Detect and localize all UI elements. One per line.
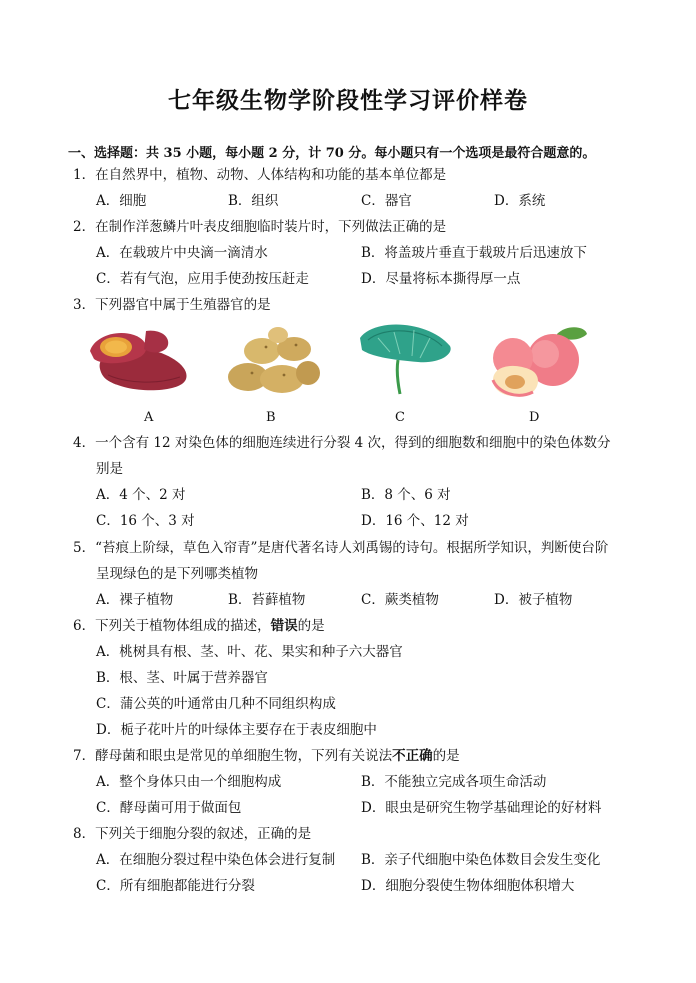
q3-label-c[interactable]: C bbox=[395, 410, 405, 425]
q3-label-d[interactable]: D bbox=[529, 410, 540, 425]
q8-option-a[interactable]: A．在细胞分裂过程中染色体会进行复制 bbox=[96, 852, 336, 868]
q5-option-d[interactable]: D．被子植物 bbox=[494, 592, 573, 608]
q1-option-d[interactable]: D．系统 bbox=[494, 193, 546, 209]
question-4-stem: 4．一个含有 12 对染色体的细胞连续进行分裂 4 次，得到的细胞数和细胞中的染色体数分 bbox=[73, 435, 611, 451]
q8-option-c[interactable]: C．所有细胞都能进行分裂 bbox=[96, 878, 255, 894]
page-title: 七年级生物学阶段性学习评价样卷 bbox=[168, 88, 528, 114]
q5-option-b[interactable]: B．苔藓植物 bbox=[228, 592, 306, 608]
q4-option-d[interactable]: D．16 个、12 对 bbox=[361, 513, 469, 529]
question-6-stem bbox=[73, 617, 325, 635]
q7-option-d[interactable]: D．眼虫是研究生物学基础理论的好材料 bbox=[361, 800, 602, 816]
q6-option-c[interactable]: C．蒲公英的叶通常由几种不同组织构成 bbox=[96, 696, 336, 712]
question-5-stem: 5．“苔痕上阶绿，草色入帘青”是唐代著名诗人刘禹锡的诗句。根据所学知识，判断使台阶 bbox=[73, 540, 609, 556]
q4-option-c[interactable]: C．16 个、3 对 bbox=[96, 513, 195, 529]
q7-stem-post: 的是 bbox=[432, 748, 460, 764]
q6-stem-emphasis: 错误 bbox=[270, 618, 298, 634]
q2-option-b[interactable]: B．将盖玻片垂直于载玻片后迅速放下 bbox=[361, 245, 587, 261]
sweet-potato-image[interactable] bbox=[86, 325, 194, 397]
question-2-stem: 2．在制作洋葱鳞片叶表皮细胞临时装片时，下列做法正确的是 bbox=[73, 219, 447, 235]
q3-label-b[interactable]: B bbox=[266, 410, 276, 425]
question-1-stem: 1．在自然界中，植物、动物、人体结构和功能的基本单位都是 bbox=[73, 167, 447, 183]
q8-option-b[interactable]: B．亲子代细胞中染色体数目会发生变化 bbox=[361, 852, 601, 868]
section-heading: 一、选择题：共 35 小题，每小题 2 分，计 70 分。每小题只有一个选项是最符合题意的。 bbox=[68, 146, 596, 161]
q6-stem-pre: 6．下列关于植物体组成的描述， bbox=[73, 618, 271, 634]
question-3-stem: 3．下列器官中属于生殖器官的是 bbox=[73, 297, 271, 313]
question-8-stem: 8．下列关于细胞分裂的叙述，正确的是 bbox=[73, 826, 312, 842]
q1-option-c[interactable]: C．器官 bbox=[361, 193, 412, 209]
peach-image[interactable] bbox=[487, 322, 589, 400]
q2-option-a[interactable]: A．在载玻片中央滴一滴清水 bbox=[96, 245, 268, 261]
q7-option-b[interactable]: B．不能独立完成各项生命活动 bbox=[361, 774, 547, 790]
q7-stem-pre: 7．酵母菌和眼虫是常见的单细胞生物，下列有关说法 bbox=[73, 748, 393, 764]
q2-option-c[interactable]: C．若有气泡，应用手使劲按压赶走 bbox=[96, 271, 309, 287]
question-7-stem bbox=[73, 747, 460, 765]
potato-image[interactable] bbox=[222, 325, 320, 395]
q4-option-a[interactable]: A．4 个、2 对 bbox=[96, 487, 186, 503]
q6-stem-post: 的是 bbox=[297, 618, 325, 634]
q3-label-a[interactable]: A bbox=[144, 410, 154, 425]
q6-option-d[interactable]: D．栀子花叶片的叶绿体主要存在于表皮细胞中 bbox=[96, 722, 377, 738]
q8-option-d[interactable]: D．细胞分裂使生物体细胞体积增大 bbox=[361, 878, 575, 894]
question-5-stem-cont: 呈现绿色的是下列哪类植物 bbox=[96, 566, 258, 582]
lotus-leaf-image[interactable] bbox=[354, 318, 454, 396]
q5-option-c[interactable]: C．蕨类植物 bbox=[361, 592, 439, 608]
q7-stem-emphasis: 不正确 bbox=[392, 748, 433, 764]
q6-option-a[interactable]: A．桃树具有根、茎、叶、花、果实和种子六大器官 bbox=[96, 644, 403, 660]
q5-option-a[interactable]: A．裸子植物 bbox=[96, 592, 174, 608]
q7-option-a[interactable]: A．整个身体只由一个细胞构成 bbox=[96, 774, 282, 790]
q1-option-a[interactable]: A．细胞 bbox=[96, 193, 147, 209]
q2-option-d[interactable]: D．尽量将标本撕得厚一点 bbox=[361, 271, 521, 287]
q4-option-b[interactable]: B．8 个、6 对 bbox=[361, 487, 451, 503]
question-4-stem-cont: 别是 bbox=[96, 461, 123, 477]
q1-option-b[interactable]: B．组织 bbox=[228, 193, 279, 209]
q7-option-c[interactable]: C．酵母菌可用于做面包 bbox=[96, 800, 242, 816]
q6-option-b[interactable]: B．根、茎、叶属于营养器官 bbox=[96, 670, 268, 686]
